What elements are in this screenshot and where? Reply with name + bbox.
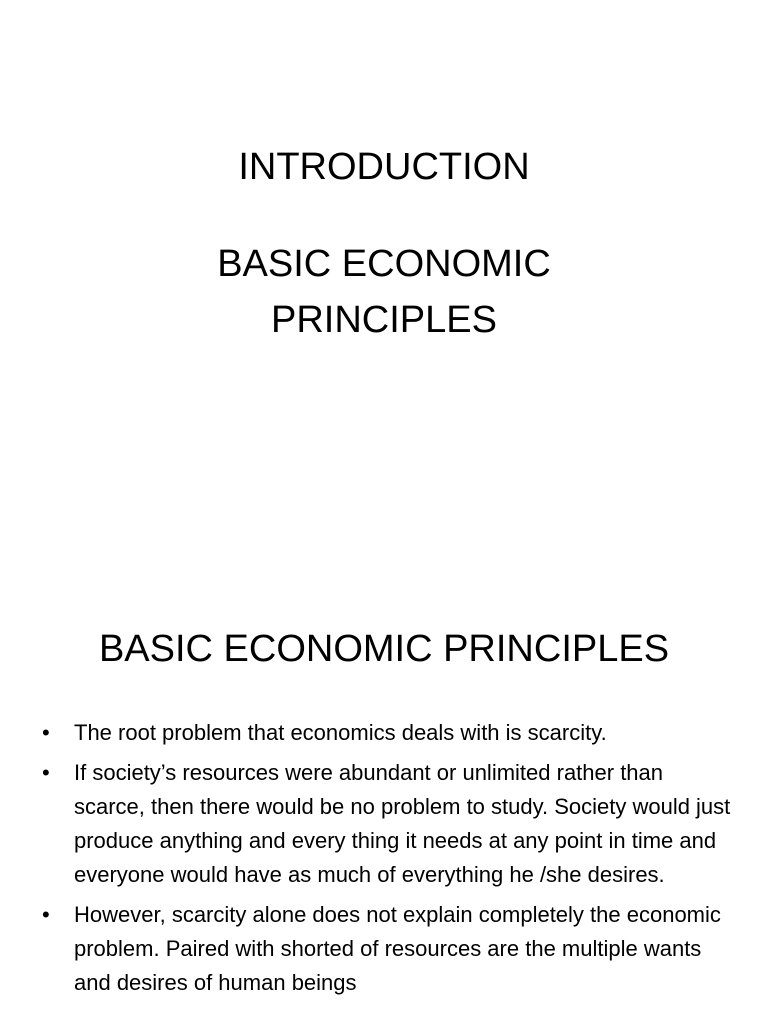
bullet-dot-icon: • — [42, 720, 50, 745]
bullet-text: The root problem that economics deals with is scarcity. — [74, 720, 607, 745]
bullet-list — [42, 716, 732, 1006]
slide-1-subtitle — [0, 236, 768, 348]
subtitle-line-2: PRINCIPLES — [271, 299, 497, 341]
subtitle-line-1: BASIC ECONOMIC — [217, 243, 551, 285]
bullet-dot-icon: • — [42, 902, 50, 927]
bullet-text: However, scarcity alone does not explain completely the economic problem. Paired with shorted of resources are the multiple wants and desires of human beings — [74, 902, 721, 995]
slide-2-title: BASIC ECONOMIC PRINCIPLES — [98, 628, 670, 670]
bullet-item — [42, 898, 732, 1000]
bullet-text: If society’s resources were abundant or unlimited rather than scarce, then there would be no problem to study. Society would just produce anything and every thing it needs at any point in time and everyone would have as much of everything he /she desires. — [74, 760, 731, 887]
bullet-dot-icon: • — [42, 760, 50, 785]
bullet-item — [42, 756, 732, 892]
bullet-item — [42, 716, 732, 750]
slide-2 — [0, 576, 768, 1024]
slide-1-title: INTRODUCTION — [238, 146, 530, 188]
